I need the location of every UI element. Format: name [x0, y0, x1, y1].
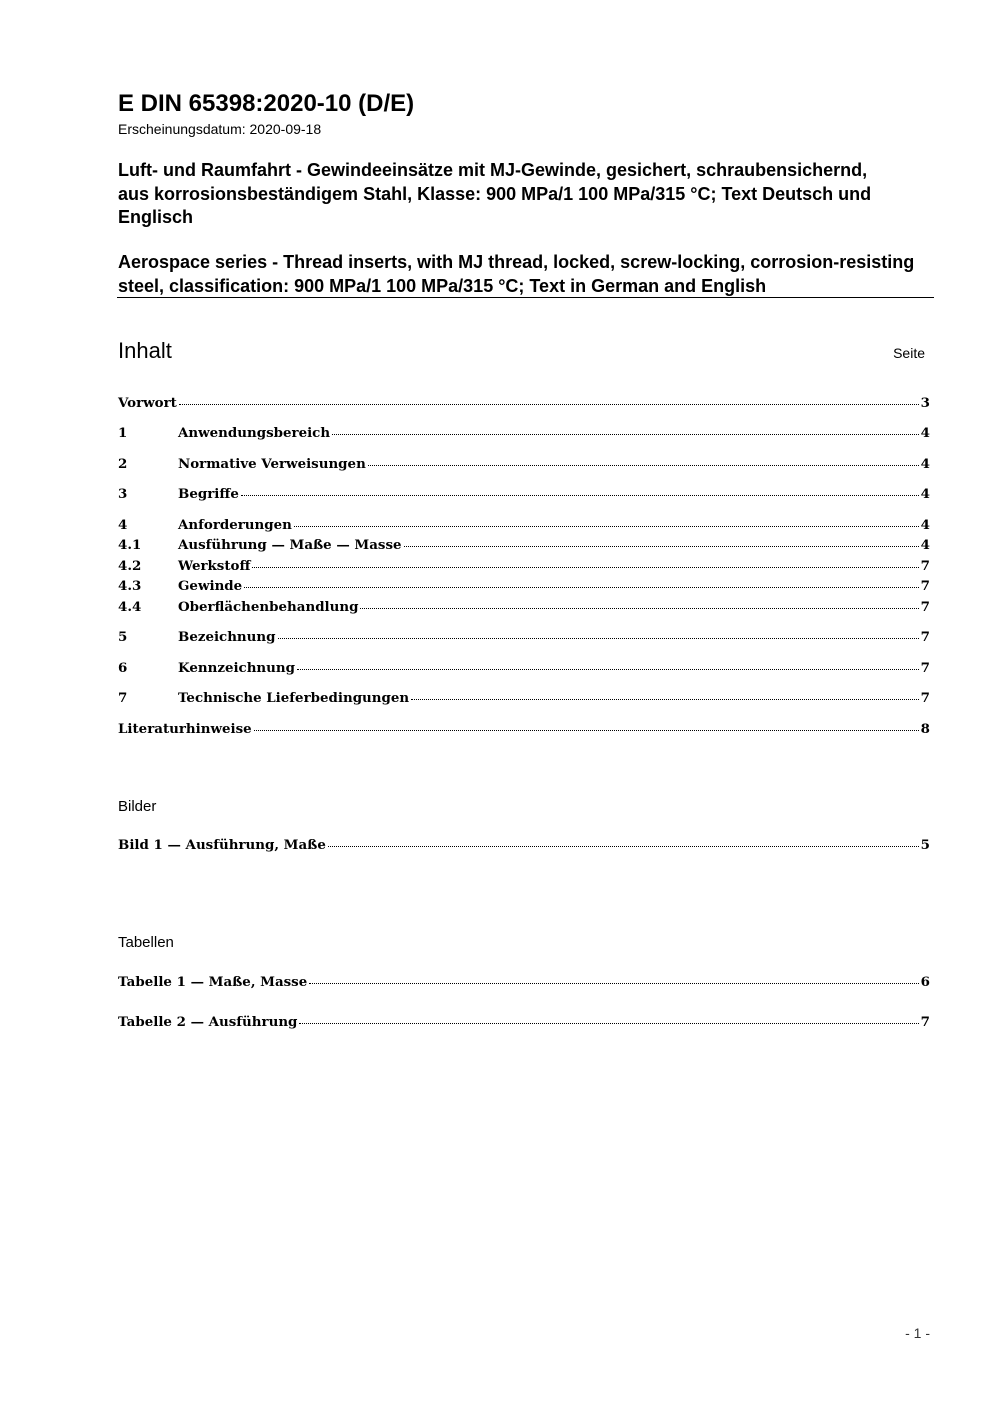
table-entry-page: 6	[920, 974, 930, 990]
toc-entry-page: 7	[920, 558, 930, 574]
toc-entry-page: 4	[920, 486, 930, 502]
toc-entry-title: Anforderungen	[178, 517, 292, 533]
toc-entry-title: Begriffe	[178, 486, 239, 502]
toc-leader-dots	[309, 982, 918, 984]
toc-leader-dots	[278, 637, 919, 639]
toc-entry[interactable]	[118, 599, 930, 617]
toc-entry-page: 4	[920, 456, 930, 472]
toc-leader-dots	[368, 464, 919, 466]
toc-leader-dots	[254, 729, 919, 731]
toc-entry-title: Kennzeichnung	[178, 660, 296, 676]
toc-entry-page: 4	[920, 517, 930, 533]
table-entry-page: 7	[920, 1014, 930, 1030]
figures-heading: Bilder	[118, 798, 157, 815]
toc-entry-number: 6	[118, 660, 128, 676]
toc-entry-page: 7	[920, 660, 930, 676]
toc-entry-number: 7	[118, 690, 128, 706]
tables-heading: Tabellen	[118, 934, 174, 951]
toc-entry[interactable]	[118, 660, 930, 678]
toc-leader-dots	[360, 607, 918, 609]
toc-entry-title: Werkstoff	[178, 558, 251, 574]
toc-entry-number: 4	[118, 517, 128, 533]
toc-entry-page: 4	[920, 537, 930, 553]
toc-entry-number: 4.2	[118, 558, 142, 574]
toc-entry-page: 4	[920, 425, 930, 441]
toc-entry-page: 8	[920, 721, 930, 737]
toc-leader-dots	[328, 845, 919, 847]
toc-entry[interactable]	[118, 395, 930, 413]
toc-leader-dots	[252, 566, 918, 568]
toc-entry[interactable]	[118, 690, 930, 708]
table-entry[interactable]	[118, 1014, 930, 1032]
toc-entry-title: Literaturhinweise	[118, 721, 252, 737]
toc-entry[interactable]	[118, 456, 930, 474]
toc-entry-number: 3	[118, 486, 128, 502]
toc-leader-dots	[404, 545, 919, 547]
toc-entry[interactable]	[118, 558, 930, 576]
figure-entry-title: Bild 1 — Ausführung, Maße	[118, 837, 326, 853]
toc-entry[interactable]	[118, 425, 930, 443]
toc-entry[interactable]	[118, 721, 930, 739]
toc-entry-number: 4.3	[118, 578, 142, 594]
toc-leader-dots	[411, 698, 919, 700]
toc-entry-title: Vorwort	[118, 395, 177, 411]
toc-entry[interactable]	[118, 629, 930, 647]
publication-date: Erscheinungsdatum: 2020-09-18	[118, 121, 322, 137]
toc-entry-number: 4.1	[118, 537, 142, 553]
toc-entry-title: Oberflächenbehandlung	[178, 599, 359, 615]
figure-entry-page: 5	[920, 837, 930, 853]
toc-leader-dots	[297, 668, 919, 670]
toc-entry[interactable]	[118, 486, 930, 504]
toc-entry-number: 1	[118, 425, 128, 441]
table-entry[interactable]	[118, 974, 930, 992]
toc-entry-number: 5	[118, 629, 128, 645]
toc-entry-title: Bezeichnung	[178, 629, 276, 645]
toc-entry-page: 7	[920, 599, 930, 615]
toc-leader-dots	[179, 403, 919, 405]
toc-entry-page: 7	[920, 690, 930, 706]
toc-heading: Inhalt	[118, 338, 172, 363]
document-id: E DIN 65398:2020-10 (D/E)	[118, 90, 415, 117]
table-entry-title: Tabelle 1 — Maße, Masse	[118, 974, 308, 990]
title-divider	[117, 297, 934, 298]
toc-entry[interactable]	[118, 578, 930, 596]
page-number: - 1 -	[905, 1325, 930, 1341]
toc-leader-dots	[332, 433, 919, 435]
toc-entry-number: 2	[118, 456, 128, 472]
toc-entry-title: Gewinde	[178, 578, 243, 594]
toc-page-label: Seite	[893, 345, 925, 361]
title-german: Luft- und Raumfahrt - Gewindeeinsätze mit MJ-Gewinde, gesichert, schraubensichernd, aus korrosionsbeständigem Stahl, Klasse: 900 MPa/1 100 MPa/315 °C; Text Deutsch und Englisch	[118, 160, 872, 227]
toc-entry-title: Technische Lieferbedingungen	[178, 690, 410, 706]
table-entry-title: Tabelle 2 — Ausführung	[118, 1014, 298, 1030]
figure-entry[interactable]	[118, 837, 930, 855]
toc-entry[interactable]	[118, 537, 930, 555]
toc-entry-title: Ausführung — Maße — Masse	[178, 537, 402, 553]
toc-leader-dots	[244, 586, 918, 588]
toc-leader-dots	[241, 494, 919, 496]
toc-entry-title: Normative Verweisungen	[178, 456, 366, 472]
toc-entry-title: Anwendungsbereich	[178, 425, 331, 441]
toc-entry-page: 3	[920, 395, 930, 411]
toc-entry-page: 7	[920, 578, 930, 594]
toc-entry-page: 7	[920, 629, 930, 645]
toc-entry[interactable]	[118, 517, 930, 535]
title-english: Aerospace series - Thread inserts, with MJ thread, locked, screw-locking, corrosion-resisting steel, classification: 900 MPa/1 100 MPa/315 °C; Text in German and English	[118, 252, 915, 296]
toc-leader-dots	[294, 525, 919, 527]
toc-entry-number: 4.4	[118, 599, 142, 615]
toc-leader-dots	[299, 1022, 918, 1024]
